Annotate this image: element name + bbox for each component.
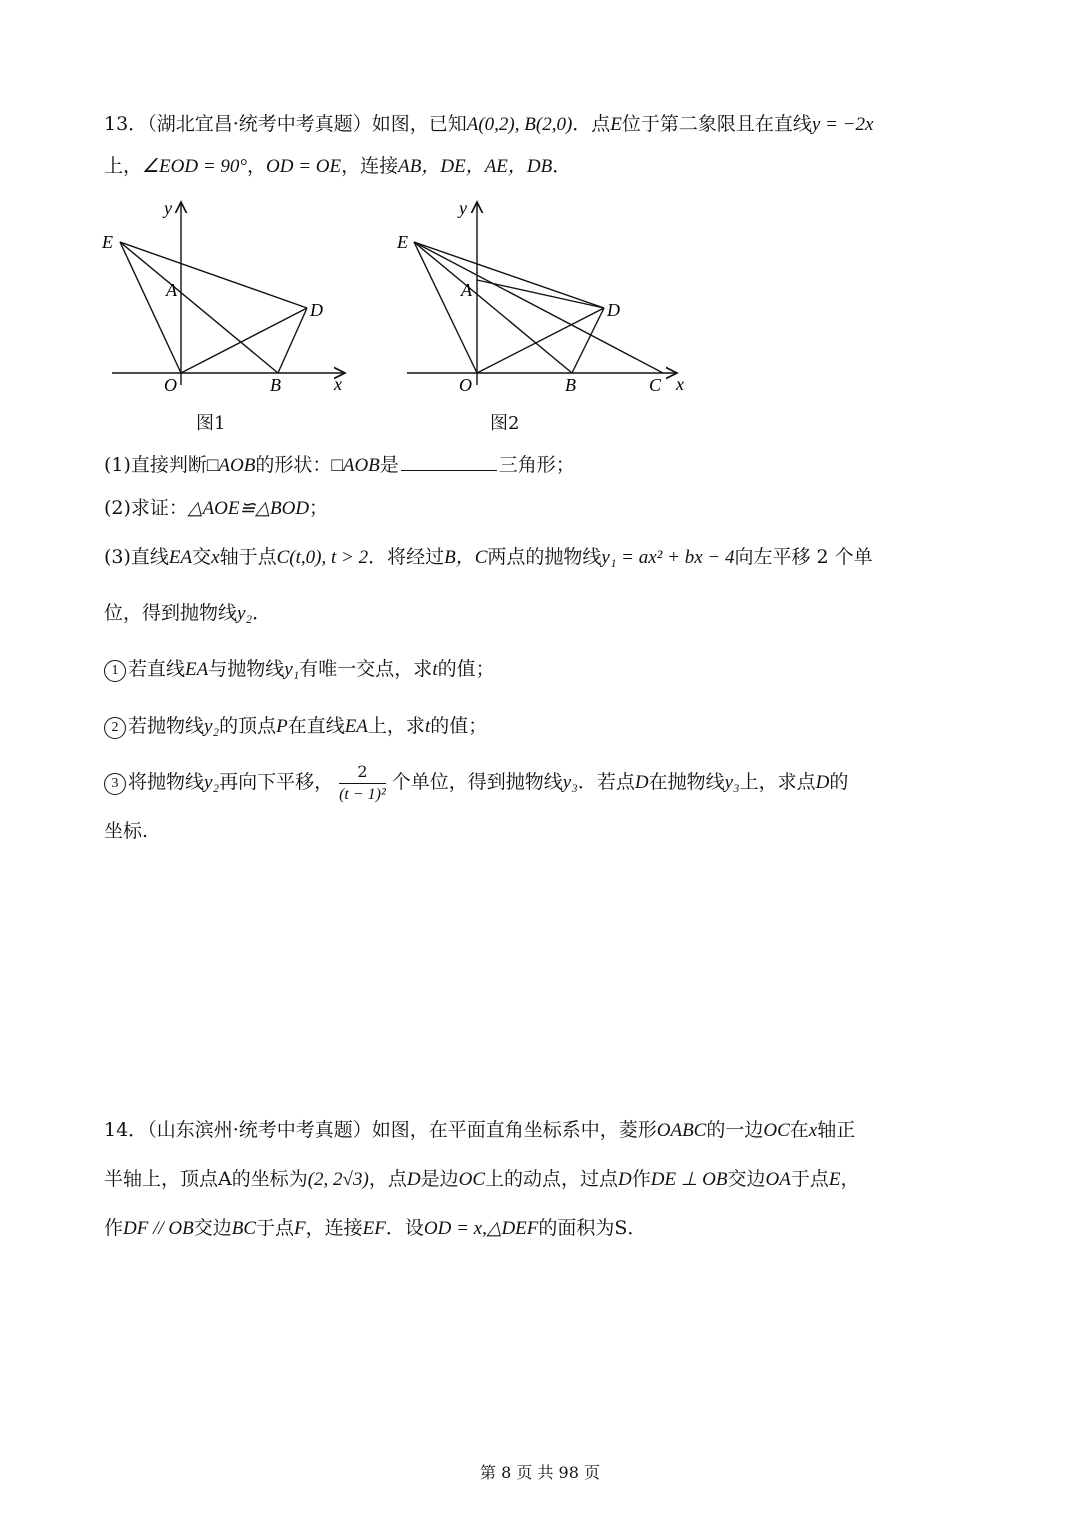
q13-p1-text-b: 的形状：: [255, 454, 332, 476]
fig2-caption: 图2: [490, 413, 520, 434]
fig1-seg-ed: [120, 242, 307, 308]
q14-text-d: 轴正: [817, 1119, 856, 1141]
q14-l3-e: ．设: [385, 1217, 424, 1239]
fig2-label-b: B: [565, 375, 576, 395]
q14-l3-d: ，连接: [305, 1217, 363, 1239]
q13-part3-line2: [104, 599, 271, 628]
q13-s3-y3b: y₃: [724, 772, 740, 793]
fig2-label-c: C: [649, 375, 662, 395]
q13-p3-text-e: 两点的抛物线: [487, 546, 602, 568]
fig2-label-o: O: [459, 375, 472, 395]
page-footer: 第 8 页 共 98 页: [480, 1463, 600, 1482]
q13-s1-y1: y₁: [284, 659, 300, 680]
fig1-seg-eb: [120, 242, 278, 373]
q14-l3-f: F: [294, 1218, 306, 1239]
q13-p3-x: x: [211, 547, 220, 568]
circled-number-2: 2: [104, 717, 126, 739]
q13-connect: ，连接: [341, 155, 399, 177]
q14-l3-b: 交边: [193, 1217, 232, 1239]
q14-l2-h: 于点: [790, 1168, 829, 1190]
q13-line-eq: y = −2x: [811, 114, 874, 135]
fig1-seg-od: [181, 308, 307, 373]
fig2-label-x: x: [676, 374, 684, 394]
q13-period: ．: [552, 155, 572, 177]
q14-text-b: 的一边: [706, 1119, 764, 1141]
q14-l2-a: 半轴上，顶点A的坐标为: [104, 1168, 308, 1190]
q13-p3-text-f: 向左平移 2 个单: [734, 546, 873, 568]
q14-text-a: 如图，在平面直角坐标系中，菱形: [371, 1119, 657, 1141]
q13-source: （湖北宜昌·统考中考真题）: [147, 113, 372, 135]
q13-s2-b: 的顶点: [219, 715, 277, 737]
q14-l2-f: 作: [631, 1168, 651, 1190]
q13-p3-text-d: ．将经过: [368, 546, 445, 568]
fig2-seg-ad: [477, 280, 604, 308]
q13-p2-congruence: △AOE≌△BOD: [187, 498, 310, 519]
q14-l2-oc: OC: [458, 1169, 485, 1190]
q13-s2-p: P: [276, 716, 288, 737]
q14-l2-e: 上的动点，过点: [485, 1168, 619, 1190]
fig2-seg-od: [477, 308, 604, 373]
q14-l2-d2: D: [618, 1169, 632, 1190]
q13-s1-c: 有唯一交点，求: [299, 658, 433, 680]
q14-text-c: 在: [789, 1119, 809, 1141]
q13-p3-text-b: 交: [192, 546, 212, 568]
fig1-label-a: A: [166, 280, 177, 300]
q13-s2-y2: y₂: [204, 716, 220, 737]
q14-l2-i: ，: [840, 1168, 860, 1190]
q14-l2-e-pt: E: [828, 1169, 841, 1190]
q13-sub2: [104, 712, 487, 741]
q13-p1-text-c: 是: [379, 454, 399, 476]
q14-l2-oa: OA: [765, 1169, 791, 1190]
q13-p2-text-a: (2)求证：: [104, 497, 188, 519]
fig1-label-d: D: [310, 300, 323, 320]
fig1-label-o: O: [164, 375, 177, 395]
fig2-label-d: D: [607, 300, 620, 320]
q13-s2-e: 的值；: [430, 715, 488, 737]
q13-s3-y3: y₃: [562, 772, 578, 793]
figure-2: [395, 190, 695, 400]
q13-p1-triangle-1: □AOB: [206, 455, 256, 476]
q13-number: 13．: [104, 113, 148, 135]
q13-s3-f: 上，求点: [739, 771, 816, 793]
q13-s3-fraction: [339, 761, 386, 806]
q14-x: x: [808, 1120, 818, 1141]
q13-angle: ∠EOD = 90°: [142, 156, 248, 177]
q13-stem-c: 位于第二象限且在直线: [621, 113, 812, 135]
q14-l2-b: ，点: [368, 1168, 407, 1190]
q13-p3-text-c: 轴于点: [219, 546, 277, 568]
q13-line2: [104, 152, 571, 181]
q14-source: （山东滨州·统考中考真题）: [147, 1119, 372, 1141]
q14-l3-c: 于点: [256, 1217, 295, 1239]
fig1-label-e: E: [102, 232, 113, 252]
q13-s3-y2: y₂: [204, 772, 220, 793]
q13-s2-c: 在直线: [287, 715, 345, 737]
q13-s3-c: 个单位，得到抛物线: [391, 771, 563, 793]
q13-part1: [104, 451, 575, 480]
q13-point-e: E: [610, 114, 622, 135]
q13-p2-text-c: ；: [309, 497, 329, 519]
q13-p3-line2-a: 位，得到抛物线: [104, 602, 238, 624]
q14-coord: (2, 2√3): [307, 1169, 369, 1190]
fig1-caption: 图1: [196, 413, 226, 434]
q13-p3-line2-b: ．: [252, 602, 272, 624]
q14-line3: [104, 1214, 646, 1243]
fig2-seg-ec: [414, 242, 663, 373]
q13-s3-point-d2: D: [815, 772, 830, 793]
q13-s3-a: 将抛物线: [128, 771, 205, 793]
q13-s3-e: 在抛物线: [648, 771, 725, 793]
q13-stem-a: 如图，已知: [371, 113, 467, 135]
q13-s1-ea: EA: [185, 659, 209, 680]
fig2-seg-eb: [414, 242, 572, 373]
q13-p1-triangle-2: □AOB: [331, 455, 380, 476]
circled-number-3: 3: [104, 773, 126, 795]
fig1-seg-eo: [120, 242, 181, 373]
q14-l2-g: 交边: [727, 1168, 766, 1190]
q13-s2-ea: EA: [344, 716, 368, 737]
q13-od-oe: OD = OE: [266, 156, 342, 177]
q13-p3-parabola-y1: y₁ = ax² + bx − 4: [601, 547, 735, 568]
q13-sub3-line2: 坐标.: [104, 820, 149, 842]
q14-l2-c: 是边: [420, 1168, 459, 1190]
figure-1: [100, 190, 360, 400]
q13-p1-text-d: 三角形；: [498, 454, 575, 476]
q14-line1: [104, 1116, 855, 1145]
q13-s2-a: 若抛物线: [128, 715, 205, 737]
q13-s3-b: 再向下平移，: [219, 771, 334, 793]
q13-s3-point-d: D: [634, 772, 649, 793]
fig2-label-e: E: [397, 232, 408, 252]
q14-l2-d: D: [406, 1169, 421, 1190]
q13-s1-b: 与抛物线: [208, 658, 285, 680]
q13-s3-d: ．若点: [577, 771, 635, 793]
q13-comma: ，: [247, 155, 267, 177]
q14-number: 14．: [104, 1119, 148, 1141]
q13-p3-ea: EA: [168, 547, 193, 568]
q13-p3-text-a: (3)直线: [104, 546, 169, 568]
fig2-seg-db: [572, 308, 604, 373]
q13-s1-t: t: [432, 659, 438, 680]
q13-part2: [104, 494, 328, 523]
q14-oc: OC: [763, 1120, 790, 1141]
fig1-seg-db: [278, 308, 307, 373]
q13-line2-start: 上，: [104, 155, 143, 177]
q14-oabc: OABC: [656, 1120, 707, 1141]
circled-number-1: 1: [104, 660, 126, 682]
q13-points-ab: A(0,2), B(2,0): [466, 114, 573, 135]
q13-sub1: [104, 655, 495, 684]
q13-s2-d: 上，求: [367, 715, 425, 737]
q13-stem-b: ．点: [572, 113, 611, 135]
fig2-seg-ed: [414, 242, 604, 308]
fig2-seg-eo: [414, 242, 477, 373]
q13-s1-a: 若直线: [128, 658, 186, 680]
q13-line1: [104, 110, 873, 139]
q14-l2-perp: DE ⊥ OB: [650, 1169, 728, 1190]
q13-segments: AB，DE，AE，DB: [398, 156, 553, 177]
q14-l3-f2: 的面积为S．: [538, 1217, 647, 1239]
fig1-label-b: B: [270, 375, 281, 395]
q13-sub3: [104, 758, 848, 807]
q13-p3-y2: y₂: [237, 603, 253, 624]
fig1-label-y: y: [164, 198, 172, 218]
q14-l3-bc: BC: [231, 1218, 257, 1239]
q13-p1-text-a: (1)直接判断: [104, 454, 207, 476]
q13-part3-line1: [104, 543, 873, 572]
fraction-numerator: 2: [339, 761, 386, 784]
fig1-label-x: x: [334, 374, 342, 394]
q13-s1-d: 的值；: [437, 658, 495, 680]
fraction-denominator: (t − 1)²: [339, 785, 386, 803]
q14-l3-od: OD = x,△DEF: [423, 1218, 539, 1239]
q14-line2: [104, 1165, 859, 1194]
q13-p3-bc: B，C: [444, 547, 488, 568]
q14-l3-a: 作: [104, 1217, 124, 1239]
q13-s2-t: t: [424, 716, 431, 737]
q14-l3-ef: EF: [362, 1218, 386, 1239]
q14-l3-par: DF // OB: [123, 1218, 194, 1239]
q13-s3-g: 的: [829, 771, 849, 793]
fig2-label-y: y: [459, 198, 467, 218]
fig2-label-a: A: [461, 280, 472, 300]
q13-p1-blank[interactable]: [401, 452, 497, 471]
q13-p3-point-c: C(t,0), t > 2: [276, 547, 369, 568]
